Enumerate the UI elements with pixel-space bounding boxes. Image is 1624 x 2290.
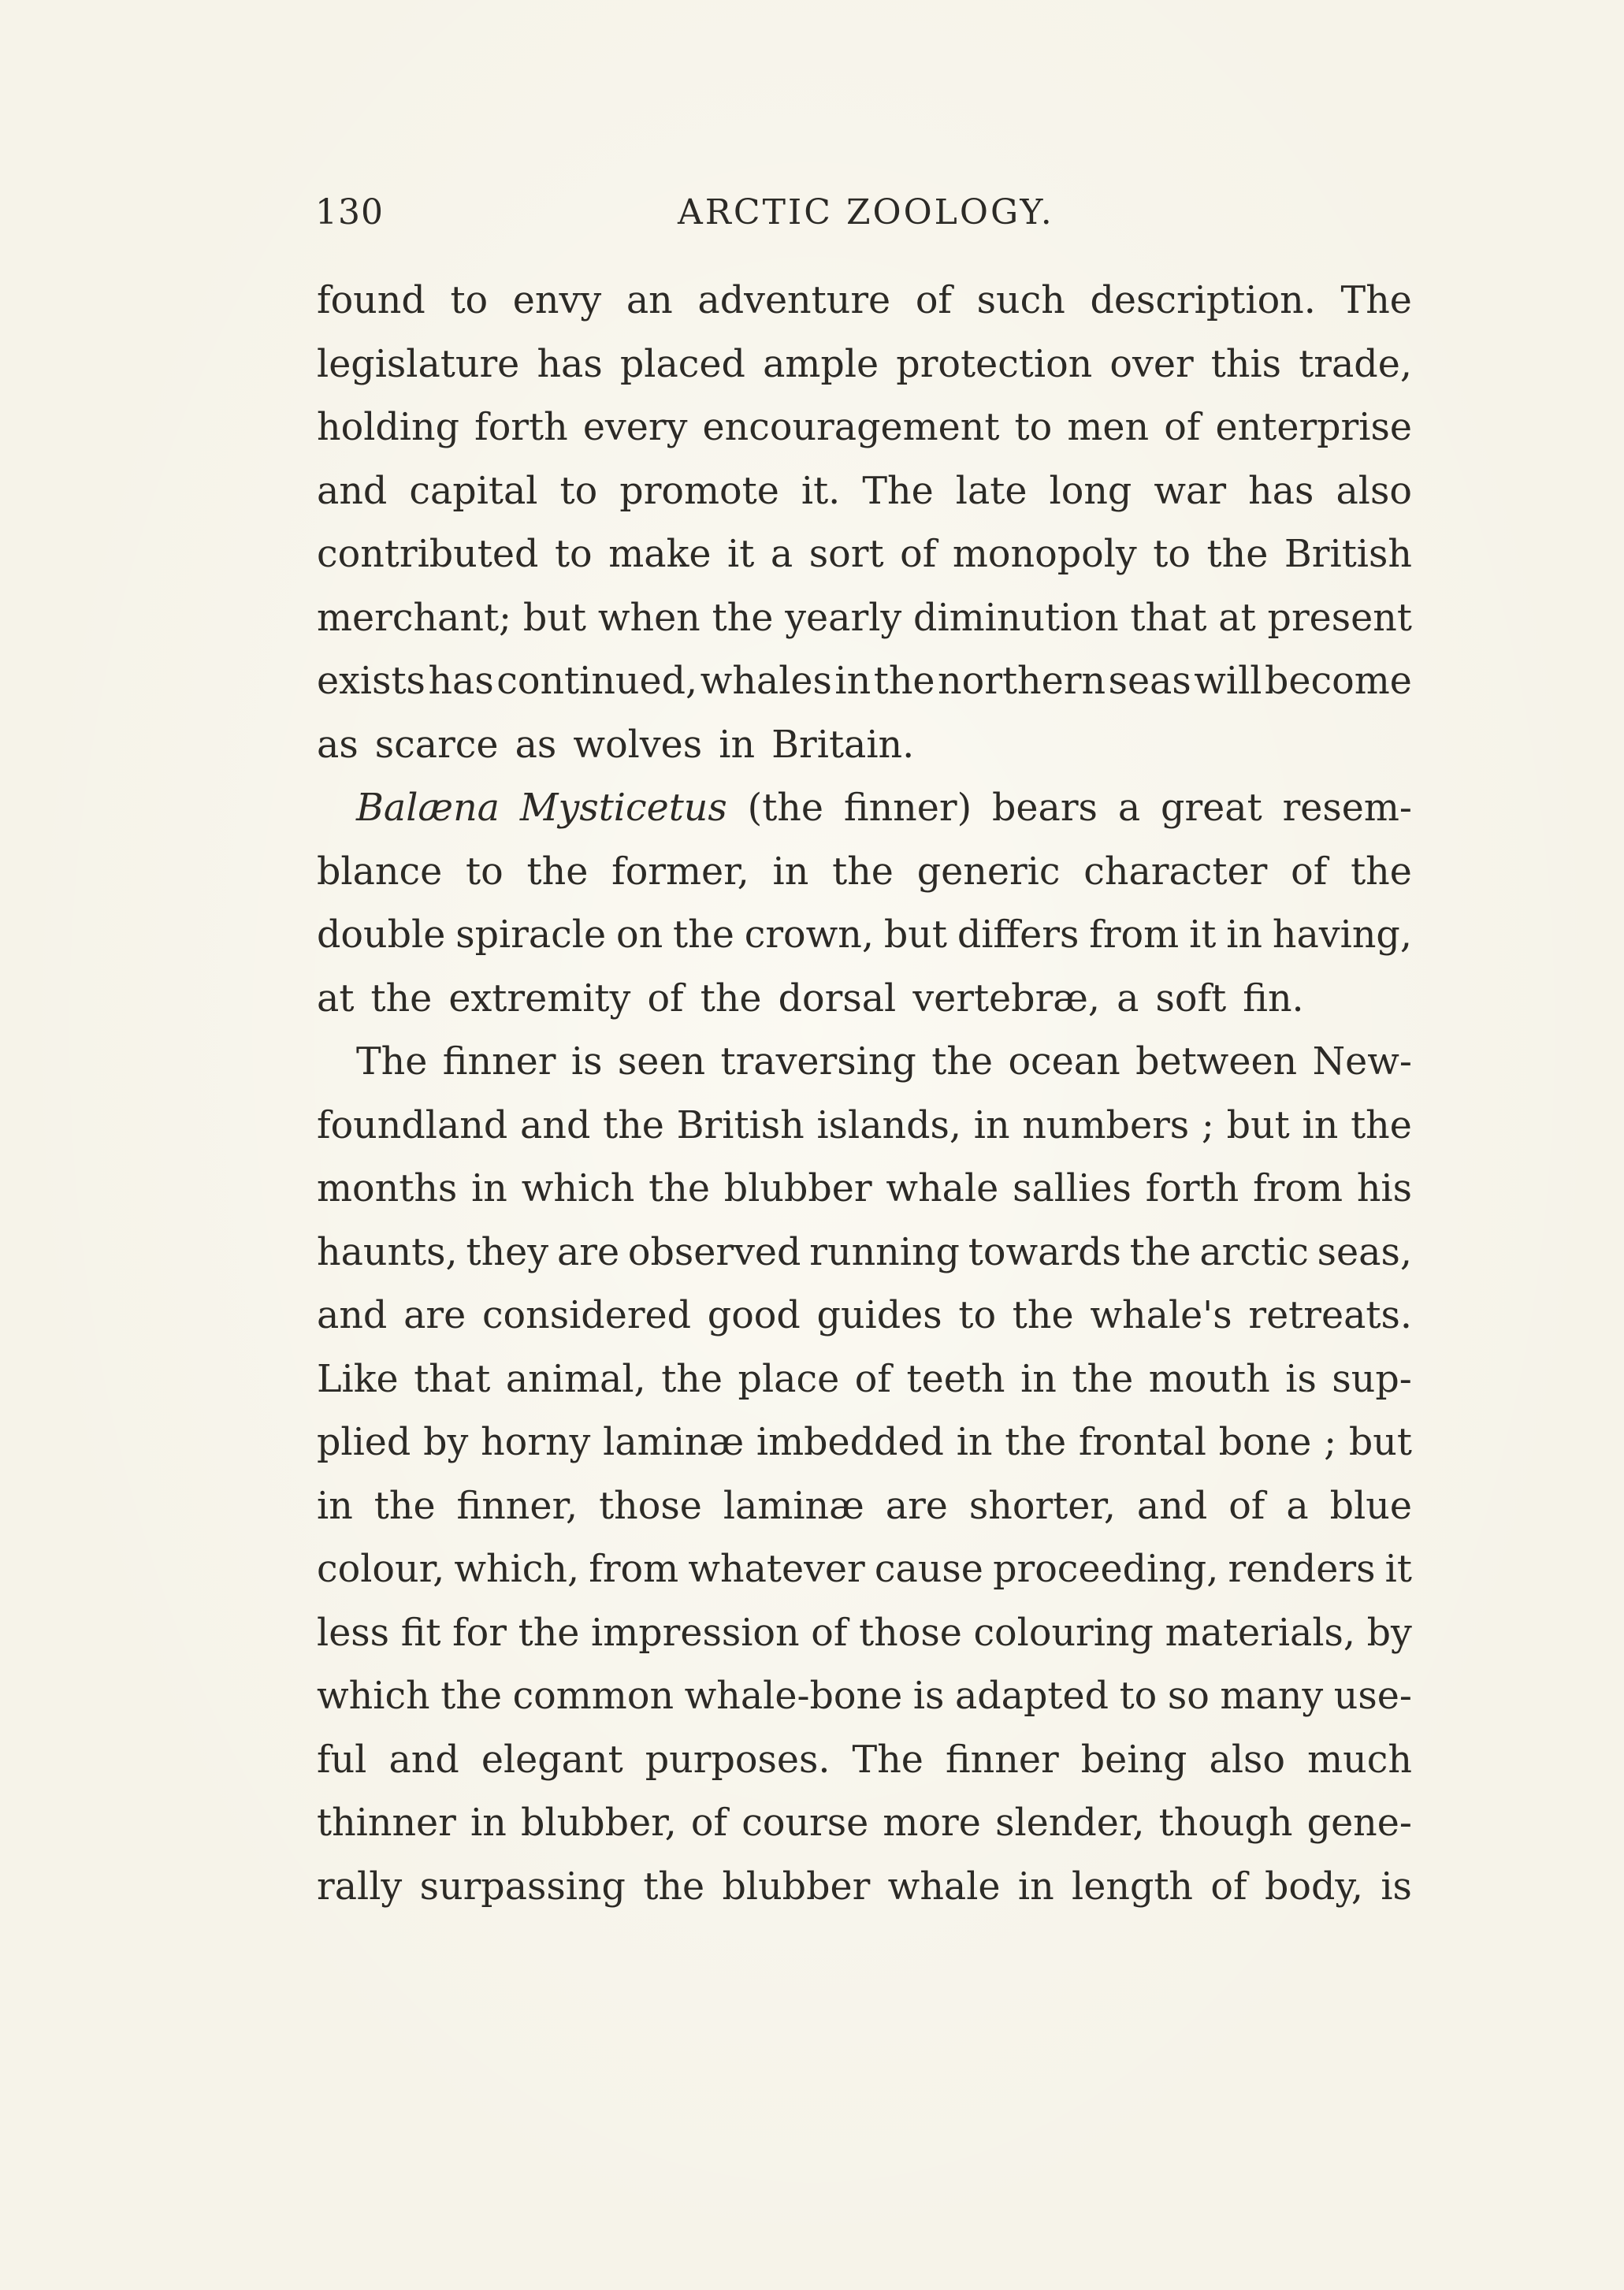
word: the [1206, 533, 1269, 576]
word: they [466, 1230, 549, 1274]
word: generic [916, 849, 1061, 894]
word: holding [317, 406, 459, 449]
word: every [582, 406, 688, 449]
word: great [1161, 786, 1262, 830]
word: New- [1312, 1040, 1412, 1084]
text-line [317, 650, 1412, 714]
word: sup- [1332, 1357, 1412, 1401]
text-line [317, 1284, 1412, 1348]
word: double [317, 913, 446, 957]
word: between [1135, 1040, 1298, 1084]
word: the [440, 1675, 502, 1718]
word: guides [816, 1294, 942, 1337]
word: British [676, 1103, 805, 1147]
word: and [388, 1738, 459, 1782]
word: in [772, 849, 809, 894]
word: considered [481, 1294, 692, 1337]
word: an [626, 279, 673, 322]
word: (the [747, 786, 823, 830]
word: to [450, 279, 489, 322]
word: shorter, [968, 1484, 1116, 1528]
word: by [423, 1421, 469, 1464]
word: description. [1090, 279, 1316, 322]
word: are [885, 1484, 948, 1528]
word: traversing [720, 1040, 916, 1084]
word: the [1005, 1421, 1067, 1464]
word: having, [1272, 913, 1412, 957]
word: in [1302, 1103, 1339, 1147]
text-line [317, 587, 1412, 651]
page-number: 130 [315, 192, 384, 232]
word: The [1340, 279, 1412, 322]
text-line [317, 777, 1412, 841]
word: Balæna [356, 786, 500, 830]
word: are [403, 1294, 466, 1337]
word: is [1381, 1864, 1412, 1909]
word: is [912, 1675, 945, 1718]
word: mouth [1148, 1357, 1270, 1401]
word: and [317, 469, 388, 513]
word: proceeding, [993, 1548, 1219, 1591]
word: frontal [1078, 1421, 1206, 1464]
word: is [570, 1040, 603, 1084]
word: of [690, 1801, 728, 1845]
word: plied [317, 1421, 411, 1464]
word: spiracle [455, 913, 607, 957]
word: to [1153, 533, 1191, 576]
word: that [1130, 596, 1207, 640]
word: course [741, 1801, 869, 1845]
word: the [1012, 1294, 1074, 1337]
text-line [317, 1475, 1412, 1539]
word: of [900, 533, 937, 576]
word: to [559, 469, 598, 513]
text-line [317, 396, 1412, 460]
word: finner [442, 1040, 556, 1084]
word: blubber [723, 1167, 872, 1210]
word: those [599, 1484, 702, 1528]
word: rally [317, 1864, 403, 1909]
word: whale's [1090, 1294, 1232, 1337]
word: in [317, 1484, 353, 1528]
word: but [1348, 1421, 1412, 1464]
text-line [317, 841, 1412, 905]
word: months [317, 1167, 458, 1210]
word: retreats. [1248, 1294, 1412, 1337]
word: in [1226, 913, 1263, 957]
word: towards [968, 1230, 1121, 1274]
body-text [317, 270, 1412, 1919]
word: thinner [317, 1801, 456, 1845]
word: whale [887, 1864, 1001, 1909]
word: to [554, 533, 593, 576]
text-line [317, 523, 1412, 587]
word: yearly [785, 596, 902, 640]
word: has [537, 342, 603, 386]
word: to [958, 1294, 997, 1337]
word: the [1072, 1357, 1134, 1401]
word: the [526, 849, 589, 894]
text-line [317, 1411, 1412, 1475]
text-line: at the extremity of the dorsal vertebræ, a soft fin. [317, 976, 1304, 1020]
word: the [603, 1103, 664, 1147]
word: the [832, 849, 894, 894]
word: diminution [913, 596, 1119, 640]
word: also [1209, 1738, 1286, 1782]
word: ful [317, 1738, 367, 1782]
text-line [317, 1221, 1412, 1285]
text-line [317, 460, 1412, 524]
word: the [643, 1864, 705, 1909]
word: of [1291, 849, 1328, 894]
word: in [470, 1801, 507, 1845]
word: ; [1201, 1103, 1214, 1147]
text-line [317, 1095, 1412, 1158]
word: running [809, 1230, 960, 1274]
word: ample [763, 342, 879, 386]
word: capital [409, 469, 538, 513]
text-line [317, 1538, 1412, 1602]
word: continued, [496, 660, 698, 703]
word: in [973, 1103, 1010, 1147]
running-head [315, 192, 1412, 247]
word: horny [481, 1421, 591, 1464]
word: which [317, 1675, 430, 1718]
word: for [452, 1611, 507, 1655]
word: The [356, 1040, 428, 1084]
word: encouragement [702, 406, 1000, 449]
word: forth [1145, 1167, 1239, 1210]
word: a [1117, 786, 1141, 830]
word: at [1218, 596, 1256, 640]
word: character [1083, 849, 1268, 894]
word: less [317, 1611, 390, 1655]
word: is [1285, 1357, 1317, 1401]
word: it [1189, 913, 1217, 957]
word: it [727, 533, 755, 576]
word: whatever [688, 1548, 865, 1591]
text-line [317, 1665, 1412, 1729]
word: but [883, 913, 947, 957]
word: slender, [995, 1801, 1145, 1845]
word: length [1072, 1864, 1194, 1909]
word: the [1351, 1103, 1412, 1147]
word: more [883, 1801, 981, 1845]
word: colour, [317, 1548, 445, 1591]
word: present [1267, 596, 1412, 640]
word: by [1366, 1611, 1412, 1655]
word: animal, [505, 1357, 646, 1401]
word: islands, [816, 1103, 962, 1147]
word: numbers [1022, 1103, 1190, 1147]
word: exists [317, 660, 426, 703]
word: the [712, 596, 774, 640]
word: envy [512, 279, 602, 322]
word: a [770, 533, 793, 576]
word: arctic [1199, 1230, 1309, 1274]
word: will [1194, 660, 1262, 703]
word: trade, [1299, 342, 1412, 386]
word: materials, [1165, 1611, 1356, 1655]
word: whale-bone [684, 1675, 903, 1718]
word: blubber [722, 1864, 871, 1909]
word: the [1351, 849, 1412, 894]
word: The [862, 469, 934, 513]
word: become [1265, 660, 1412, 703]
word: ; [1324, 1421, 1337, 1464]
word: Like [317, 1357, 399, 1401]
word: forth [474, 406, 568, 449]
word: finner, [456, 1484, 578, 1528]
word: and [1136, 1484, 1208, 1528]
word: blance [317, 849, 443, 894]
word: sallies [1013, 1167, 1132, 1210]
word: ocean [1008, 1040, 1120, 1084]
word: promote [619, 469, 779, 513]
text-line [317, 333, 1412, 397]
word: in [1020, 1357, 1057, 1401]
word: but [522, 596, 586, 640]
text-line: as scarce as wolves in Britain. [317, 723, 915, 767]
word: the [931, 1040, 994, 1084]
word: to [1014, 406, 1053, 449]
word: though [1158, 1801, 1293, 1845]
word: in [834, 660, 871, 703]
word: laminæ [723, 1484, 864, 1528]
word: a [1286, 1484, 1309, 1528]
word: men [1067, 406, 1150, 449]
word: the [648, 1167, 710, 1210]
text-line [317, 1856, 1412, 1920]
word: of [915, 279, 952, 322]
word: contributed [317, 533, 539, 576]
word: imbedded [756, 1421, 944, 1464]
word: also [1336, 469, 1412, 513]
word: of [1164, 406, 1201, 449]
word: late [955, 469, 1028, 513]
text-line [317, 1729, 1412, 1793]
word: The [852, 1738, 923, 1782]
word: northern [938, 660, 1106, 703]
word: the [373, 1484, 436, 1528]
word: whale [886, 1167, 999, 1210]
word: elegant [481, 1738, 623, 1782]
word: blue [1329, 1484, 1412, 1528]
word: which, [454, 1548, 580, 1591]
word: adventure [697, 279, 891, 322]
word: gene- [1306, 1801, 1412, 1845]
word: to [466, 849, 504, 894]
word: in [956, 1421, 993, 1464]
word: found [317, 279, 426, 322]
word: in [471, 1167, 507, 1210]
word: common [512, 1675, 674, 1718]
word: laminæ [603, 1421, 745, 1464]
word: this [1210, 342, 1282, 386]
word: foundland [317, 1103, 508, 1147]
word: and [520, 1103, 591, 1147]
word: long [1049, 469, 1132, 513]
word: bears [992, 786, 1098, 830]
word: seas [1108, 660, 1191, 703]
word: monopoly [952, 533, 1137, 576]
text-line [317, 1792, 1412, 1856]
word: blubber, [521, 1801, 677, 1845]
word: renders [1228, 1548, 1376, 1591]
word: finner) [843, 786, 972, 830]
word: teeth [906, 1357, 1005, 1401]
word: many [1220, 1675, 1324, 1718]
text-line [317, 270, 1412, 333]
word: surpassing [419, 1864, 626, 1909]
word: and [317, 1294, 388, 1337]
word: from [1089, 913, 1180, 957]
word: when [597, 596, 701, 640]
word: such [976, 279, 1065, 322]
word: adapted [954, 1675, 1109, 1718]
word: colouring [973, 1611, 1154, 1655]
word: sort [808, 533, 884, 576]
running-title: ARCTIC ZOOLOGY. [678, 192, 1054, 232]
word: from [589, 1548, 679, 1591]
word: so [1167, 1675, 1210, 1718]
word: has [1248, 469, 1314, 513]
word: Mysticetus [519, 786, 727, 830]
word: resem- [1282, 786, 1412, 830]
word: body, [1264, 1864, 1363, 1909]
paragraph-2 [317, 777, 1412, 1031]
word: bone [1218, 1421, 1312, 1464]
word: seen [617, 1040, 706, 1084]
word: impression [591, 1611, 800, 1655]
word: crown, [744, 913, 874, 957]
word: the [673, 913, 734, 957]
text-line [317, 1158, 1412, 1221]
word: it. [801, 469, 841, 513]
paragraph-1 [317, 270, 1412, 777]
word: observed [627, 1230, 801, 1274]
word: cause [874, 1548, 983, 1591]
word: good [707, 1294, 801, 1337]
text-line [317, 1348, 1412, 1412]
word: to [1119, 1675, 1158, 1718]
word: but [1226, 1103, 1290, 1147]
word: the [1129, 1230, 1191, 1274]
word: of [1228, 1484, 1265, 1528]
word: merchant; [317, 596, 512, 640]
word: the [873, 660, 935, 703]
word: seas, [1317, 1230, 1412, 1274]
text-line [317, 904, 1412, 968]
word: are [556, 1230, 620, 1274]
word: legislature [317, 342, 520, 386]
word: of [1210, 1864, 1247, 1909]
word: on [615, 913, 663, 957]
word: use- [1333, 1675, 1412, 1718]
word: protection [896, 342, 1093, 386]
word: those [859, 1611, 962, 1655]
word: of [854, 1357, 891, 1401]
word: much [1307, 1738, 1412, 1782]
word: war [1154, 469, 1227, 513]
text-line [317, 1602, 1412, 1666]
word: finner [945, 1738, 1059, 1782]
word: that [414, 1357, 491, 1401]
word: haunts, [317, 1230, 458, 1274]
word: the [661, 1357, 723, 1401]
word: fit [400, 1611, 441, 1655]
word: his [1356, 1167, 1412, 1210]
word: make [608, 533, 712, 576]
word: has [428, 660, 494, 703]
word: former, [611, 849, 749, 894]
word: being [1080, 1738, 1187, 1782]
word: over [1109, 342, 1194, 386]
word: in [1017, 1864, 1054, 1909]
paragraph-3 [317, 1031, 1412, 1919]
word: purposes. [645, 1738, 831, 1782]
word: whales [700, 660, 832, 703]
word: enterprise [1215, 406, 1412, 449]
word: differs [957, 913, 1080, 957]
word: it [1384, 1548, 1412, 1591]
word: which [521, 1167, 635, 1210]
word: place [738, 1357, 840, 1401]
word: British [1284, 533, 1412, 576]
text-line [317, 1031, 1412, 1095]
word: of [811, 1611, 848, 1655]
word: from [1253, 1167, 1343, 1210]
word: the [518, 1611, 580, 1655]
word: placed [619, 342, 745, 386]
